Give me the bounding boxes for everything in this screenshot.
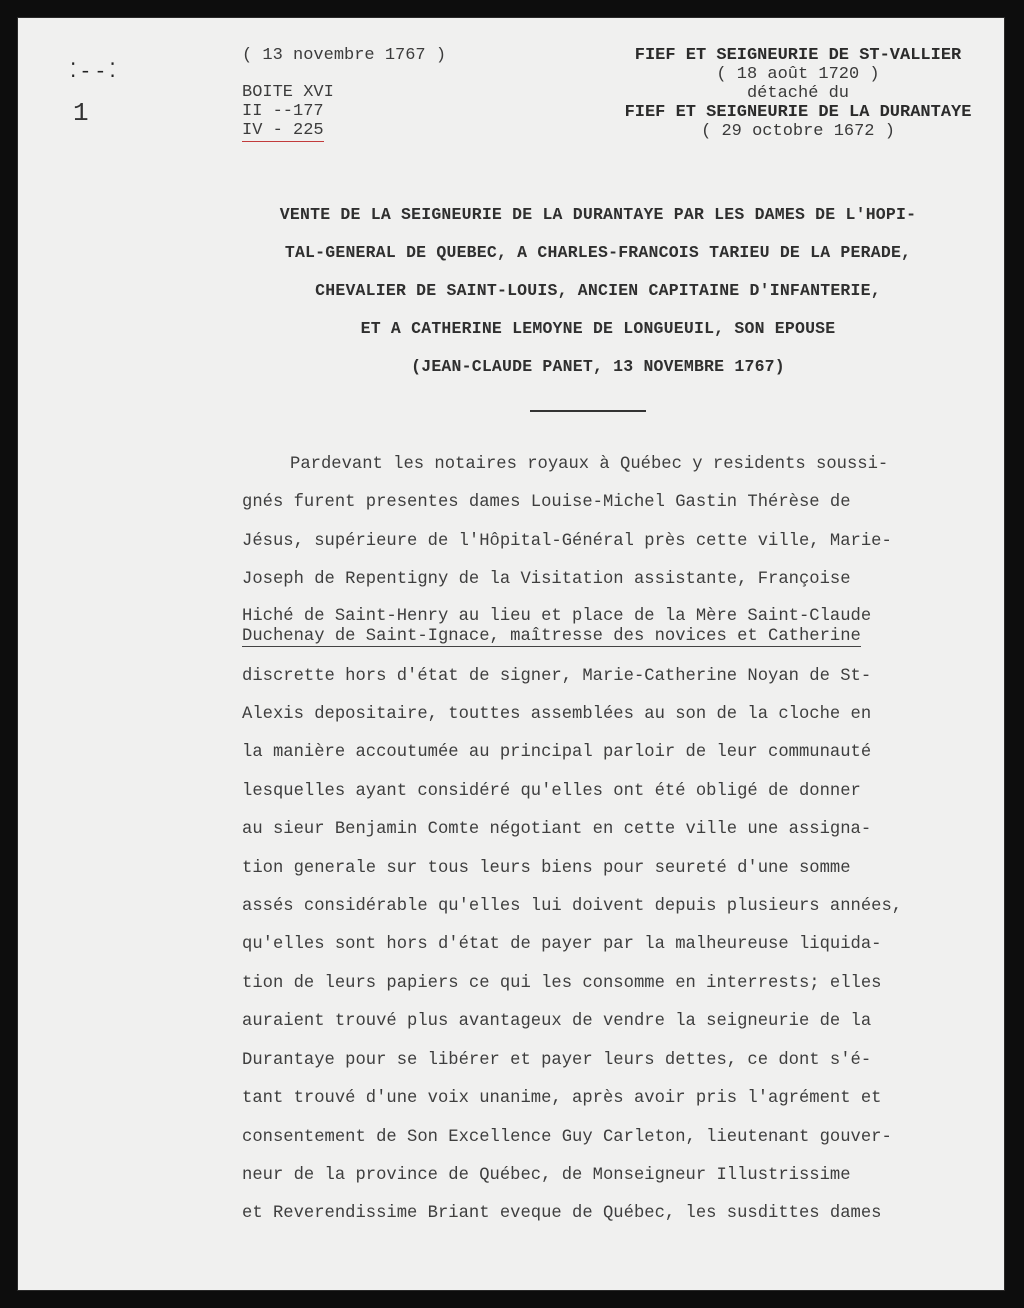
reference-date: ( 13 novembre 1767 ) [242,46,447,65]
body-line: assés considérable qu'elles lui doivent depuis plusieurs années, [242,897,903,917]
archive-reference [242,46,446,142]
box-reference: BOITE XVI [242,83,334,102]
body-line: discrette hors d'état de signer, Marie-Catherine Noyan de St- [242,666,872,686]
fief-title-durantaye: FIEF ET SEIGNEURIE DE LA DURANTAYE [624,103,972,122]
reference-line-1: II --177 [242,102,324,121]
title-line: ET A CATHERINE LEMOYNE DE LONGUEUIL, SON EPOUSE [360,319,836,338]
title-line: (JEAN-CLAUDE PANET, 13 NOVEMBRE 1767) [411,357,785,376]
title-line: CHEVALIER DE SAINT-LOUIS, ANCIEN CAPITAINE D'INFANTERIE, [315,281,881,300]
fief-date-1720: ( 18 août 1720 ) [716,65,880,84]
fief-heading [578,46,1018,141]
title-divider [530,410,646,412]
body-line: lesquelles ayant considéré qu'elles ont été obligé de donner [242,781,861,801]
body-line: Jésus, supérieure de l'Hôpital-Général près cette ville, Marie- [242,531,892,551]
body-line: auraient trouvé plus avantageux de vendre la seigneurie de la [242,1012,872,1032]
document-page [18,18,1004,1290]
body-line: Durantaye pour se libérer et payer leurs dettes, ce dont s'é- [242,1050,872,1070]
body-line: et Reverendissime Briant eveque de Québec, les susdittes dames [242,1204,882,1224]
fief-date-1672: ( 29 octobre 1672 ) [701,122,895,141]
body-line: Duchenay de Saint-Ignace, maîtresse des novices et Catherine [242,626,861,646]
body-line: Pardevant les notaires royaux à Québec y residents soussi- [290,455,889,474]
body-paragraph [242,446,982,1234]
body-line: tion de leurs papiers ce qui les consomme en interrests; elles [242,973,882,993]
body-line: neur de la province de Québec, de Monseigneur Illustrissime [242,1165,851,1185]
fief-detached-from: détaché du [746,84,850,103]
body-line: au sieur Benjamin Comte négotiant en cette ville une assigna- [242,820,872,840]
body-line: la manière accoutumée au principal parloir de leur communauté [242,743,872,763]
corner-mark: ⁚--⁚ [70,61,119,84]
fief-title-st-vallier: FIEF ET SEIGNEURIE DE ST-VALLIER [634,46,962,65]
page-number: 1 [73,98,89,128]
body-line: Hiché de Saint-Henry au lieu et place de la Mère Saint-Claude [242,606,872,626]
body-line: qu'elles sont hors d'état de payer par la malheureuse liquida- [242,935,882,955]
title-line: VENTE DE LA SEIGNEURIE DE LA DURANTAYE PAR LES DAMES DE L'HOPI- [279,205,917,224]
document-title [198,196,998,386]
body-line: consentement de Son Excellence Guy Carleton, lieutenant gouver- [242,1127,892,1147]
body-line: Joseph de Repentigny de la Visitation assistante, Françoise [242,570,851,590]
body-line: gnés furent presentes dames Louise-Michel Gastin Thérèse de [242,493,851,513]
body-line: tant trouvé d'une voix unanime, après avoir pris l'agrément et [242,1089,882,1109]
body-line: tion generale sur tous leurs biens pour seureté d'une somme [242,858,851,878]
title-line: TAL-GENERAL DE QUEBEC, A CHARLES-FRANCOIS TARIEU DE LA PERADE, [284,243,912,262]
reference-line-2: IV - 225 [242,121,324,140]
body-line-underlined [242,627,982,647]
body-line: Alexis depositaire, touttes assemblées au son de la cloche en [242,705,872,725]
